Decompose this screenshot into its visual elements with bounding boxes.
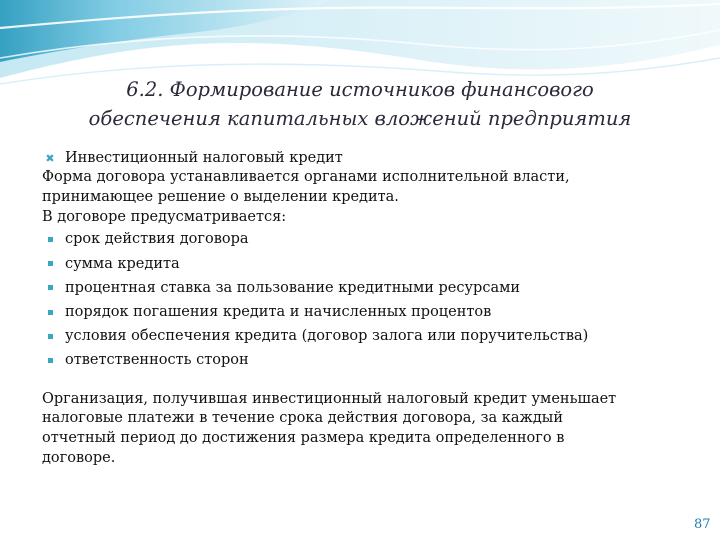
slide-title-line-2: обеспечения капитальных вложений предприятия [88,107,632,130]
list-item-text: условия обеспечения кредита (договор залога или поручительства) [65,328,589,345]
slide-title [40,75,680,133]
list-item [42,252,692,276]
square-bullet-icon [43,348,57,372]
page-number: 87 [694,517,711,532]
paragraph-spacer [42,373,692,390]
square-bullet-icon [43,252,57,276]
paragraph1-line-2: принимающее решение о выделении кредита. [42,188,399,205]
paragraph2-line-4: договоре. [42,450,116,466]
paragraph1-line-1: Форма договора устанавливается органами исполнительной власти, [42,169,570,185]
paragraph2-line-2: налоговые платежи в течение срока действия договора, за каждый [42,410,563,427]
slide-body [42,148,692,469]
list-item [42,227,692,251]
list-item-text: процентная ставка за пользование кредитными ресурсами [65,279,521,296]
list-item [42,300,692,324]
list-item-text: ответственность сторон [65,352,249,369]
x-mark-icon: ✖ [45,151,55,165]
square-bullet-icon [43,324,57,348]
heading-item [42,148,692,168]
paragraph2-line-3: отчетный период до достижения размера кредита определенного в [42,430,565,447]
list-item-text: сумма кредита [65,255,180,272]
list-intro: В договоре предусматривается: [42,208,287,225]
heading-text: Инвестиционный налоговый кредит [65,150,343,166]
square-bullet-icon [43,276,57,300]
list-item [42,324,692,348]
list-item-text: срок действия договора [65,231,249,248]
list-item [42,348,692,372]
square-bullet-icon [43,300,57,324]
slide-title-line-1: 6.2. Формирование источников финансового [126,78,594,101]
list-item [42,276,692,300]
list-item-text: порядок погашения кредита и начисленных процентов [65,304,492,320]
square-bullet-icon [43,227,57,251]
paragraph2-line-1: Организация, получившая инвестиционный налоговый кредит уменьшает [42,390,617,407]
